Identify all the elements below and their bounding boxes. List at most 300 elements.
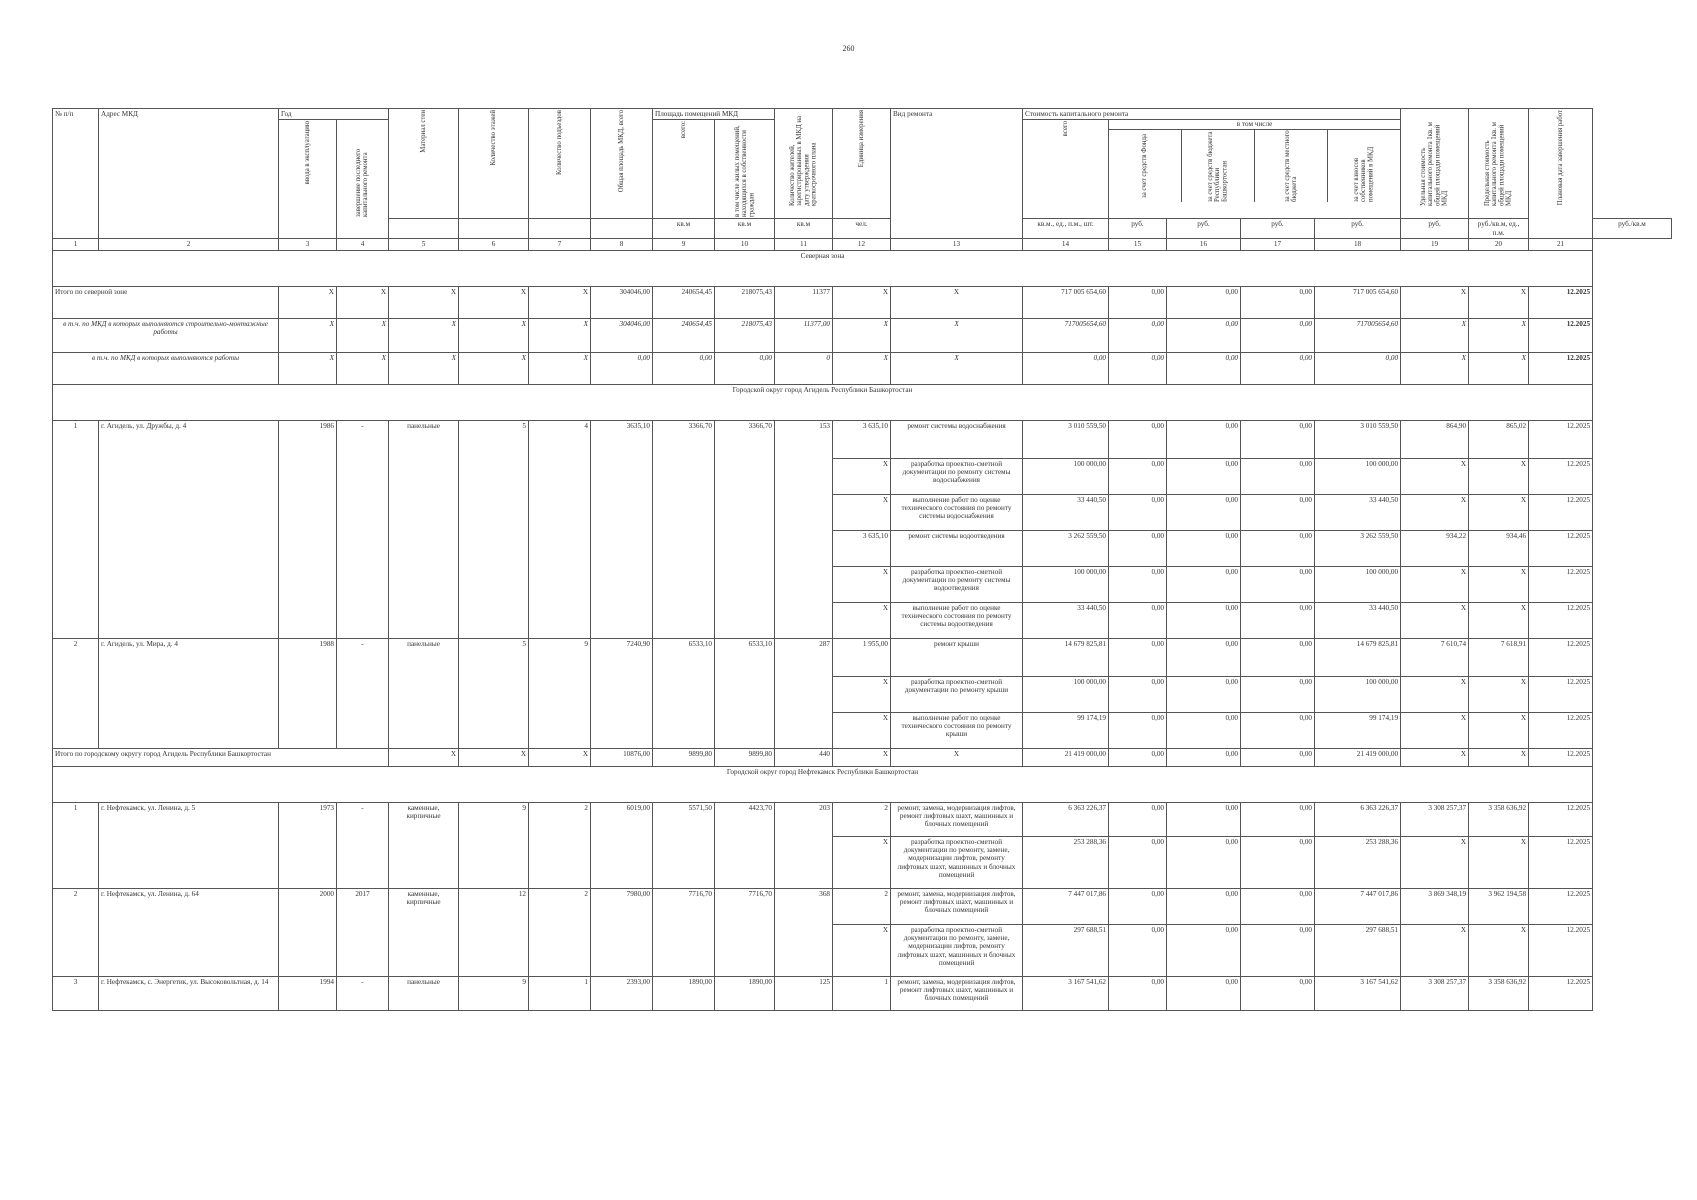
table-cell: 0,00 bbox=[653, 352, 715, 384]
table-cell: 0,00 bbox=[591, 352, 653, 384]
unit-cell: руб. bbox=[1167, 219, 1241, 239]
table-cell: 1973 bbox=[279, 802, 337, 888]
table-cell: 100 000,00 bbox=[1023, 566, 1109, 602]
table-cell: 0,00 bbox=[1167, 420, 1241, 458]
table-cell: 1 955,00 bbox=[833, 638, 891, 676]
col-number: 2 bbox=[99, 238, 279, 250]
table-cell: 0,00 bbox=[1241, 566, 1315, 602]
table-cell: 10876,00 bbox=[591, 748, 653, 766]
table-cell: - bbox=[337, 638, 389, 748]
table-cell: 12.2025 bbox=[1529, 924, 1593, 976]
house-address: г. Нефтекамск, ул. Ленина, д. 5 bbox=[99, 802, 279, 888]
table-cell: 3 262 559,50 bbox=[1315, 530, 1401, 566]
table-cell: 4 bbox=[529, 420, 591, 638]
table-cell: X bbox=[1469, 458, 1529, 494]
table-cell: 6019,00 bbox=[591, 802, 653, 888]
header-label: Количество этажей bbox=[489, 110, 497, 166]
header-label: Количество жителей, зарегистрированных в МКД на дату утверждения краткосрочного плана bbox=[789, 116, 818, 206]
district-title bbox=[53, 384, 1672, 420]
table-cell: 253 288,36 bbox=[1023, 836, 1109, 888]
table-cell: 3 358 636,92 bbox=[1469, 976, 1529, 1010]
header-label: в том числе жилых помещений, находящихся в собственности граждан bbox=[733, 125, 756, 218]
zone-row bbox=[53, 250, 1672, 286]
date-cell: 12.2025 bbox=[1529, 352, 1593, 384]
column-numbers bbox=[53, 238, 1672, 250]
col-header bbox=[653, 120, 715, 219]
col-number: 14 bbox=[1023, 238, 1109, 250]
x-cell: X bbox=[389, 318, 459, 352]
table-cell: 0,00 bbox=[1109, 602, 1167, 638]
table-cell: 2393,00 bbox=[591, 976, 653, 1010]
table-cell: 7 447 017,86 bbox=[1023, 888, 1109, 924]
table-cell: 3 167 541,62 bbox=[1315, 976, 1401, 1010]
x-cell: X bbox=[1469, 352, 1529, 384]
repair-type: ремонт, замена, модернизация лифтов, ремонт лифтовых шахт, машинных и блочных помещений bbox=[891, 888, 1023, 924]
table-cell: 717 005 654,60 bbox=[1315, 286, 1401, 318]
table-cell: 3 308 257,37 bbox=[1401, 976, 1469, 1010]
table-cell: X bbox=[833, 924, 891, 976]
table-cell: 12.2025 bbox=[1529, 420, 1593, 458]
col-header bbox=[459, 109, 529, 219]
table-cell: 33 440,50 bbox=[1315, 494, 1401, 530]
table-cell: 0,00 bbox=[1241, 602, 1315, 638]
header-label: Материал стен bbox=[419, 110, 427, 153]
table-cell: 0,00 bbox=[1167, 566, 1241, 602]
table-cell: 0,00 bbox=[1241, 802, 1315, 836]
table-cell: 218075,43 bbox=[715, 286, 775, 318]
x-cell: X bbox=[279, 318, 337, 352]
col-number: 6 bbox=[459, 238, 529, 250]
table-cell: 0,00 bbox=[1109, 836, 1167, 888]
table-cell: 0,00 bbox=[1109, 976, 1167, 1010]
col-number: 3 bbox=[279, 238, 337, 250]
table-cell: 0,00 bbox=[1241, 836, 1315, 888]
col-number: 1 bbox=[53, 238, 99, 250]
table-cell: панельные bbox=[389, 420, 459, 638]
table-cell: 0,00 bbox=[1167, 318, 1241, 352]
table-cell: X bbox=[1401, 494, 1469, 530]
unit-cell: руб. bbox=[1241, 219, 1315, 239]
table-cell: 1988 bbox=[279, 638, 337, 748]
unit-cell: чел. bbox=[833, 219, 891, 239]
table-cell: панельные bbox=[389, 638, 459, 748]
table-cell: 3366,70 bbox=[653, 420, 715, 638]
table-cell: 0,00 bbox=[1241, 976, 1315, 1010]
table-cell: 717005654,60 bbox=[1315, 318, 1401, 352]
table-cell: 12 bbox=[459, 888, 529, 976]
table-cell: 12.2025 bbox=[1529, 566, 1593, 602]
x-cell: X bbox=[891, 286, 1023, 318]
table-cell: 717 005 654,60 bbox=[1023, 286, 1109, 318]
table-cell: 3366,70 bbox=[715, 420, 775, 638]
x-cell: X bbox=[529, 286, 591, 318]
table-cell: 0,00 bbox=[1167, 924, 1241, 976]
table-cell: 865,02 bbox=[1469, 420, 1529, 458]
table-cell: 99 174,19 bbox=[1023, 712, 1109, 748]
table-cell: 0,00 bbox=[1109, 676, 1167, 712]
repair-type: выполнение работ по оценке технического состояния по ремонту системы водоснабжения bbox=[891, 494, 1023, 530]
col-number: 15 bbox=[1109, 238, 1167, 250]
x-cell: X bbox=[1401, 318, 1469, 352]
table-cell: 0,00 bbox=[1109, 530, 1167, 566]
date-cell: 12.2025 bbox=[1529, 318, 1593, 352]
x-cell: X bbox=[1469, 748, 1529, 766]
table-cell: 0,00 bbox=[1109, 748, 1167, 766]
table-cell: 0,00 bbox=[1109, 458, 1167, 494]
repair-type: разработка проектно-сметной документации по ремонту системы водоотведения bbox=[891, 566, 1023, 602]
col-header: Адрес МКД bbox=[99, 109, 279, 239]
header-label: Плановая дата завершения работ bbox=[1556, 110, 1564, 206]
table-cell: X bbox=[833, 712, 891, 748]
table-cell: 297 688,51 bbox=[1023, 924, 1109, 976]
table-cell: 6533,10 bbox=[715, 638, 775, 748]
col-number: 10 bbox=[715, 238, 775, 250]
table-cell: X bbox=[1469, 602, 1529, 638]
col-header: за счет средств местного бюджета bbox=[1283, 129, 1299, 202]
unit-cell: кв.м bbox=[775, 219, 833, 239]
table-cell: X bbox=[1401, 458, 1469, 494]
x-cell: X bbox=[833, 318, 891, 352]
table-cell: 0,00 bbox=[1241, 286, 1315, 318]
table-cell: 0,00 bbox=[1241, 352, 1315, 384]
table-cell: 0,00 bbox=[1109, 352, 1167, 384]
unit-cell: кв.м bbox=[715, 219, 775, 239]
table-cell: 934,22 bbox=[1401, 530, 1469, 566]
col-number: 5 bbox=[389, 238, 459, 250]
table-cell: 240654,45 bbox=[653, 286, 715, 318]
table-cell: каменные, кирпичные bbox=[389, 802, 459, 888]
col-number: 13 bbox=[891, 238, 1023, 250]
unit-cell bbox=[591, 219, 653, 239]
table-cell: 0,00 bbox=[1109, 566, 1167, 602]
table-cell: 0,00 bbox=[1167, 602, 1241, 638]
col-header bbox=[337, 120, 389, 239]
total-label: в т.ч. по МКД в которых выполняются строительно-монтажные работы bbox=[53, 318, 279, 352]
x-cell: X bbox=[1469, 286, 1529, 318]
table-cell: X bbox=[833, 836, 891, 888]
col-header: Год bbox=[279, 109, 389, 120]
col-header: Стоимость капитального ремонта bbox=[1023, 109, 1401, 120]
table-cell: 12.2025 bbox=[1529, 802, 1593, 836]
table-cell: 2 bbox=[833, 888, 891, 924]
unit-cell: руб. bbox=[1315, 219, 1401, 239]
table-cell: 368 bbox=[775, 888, 833, 976]
unit-cell: кв.м., ед., п.м., шт. bbox=[1023, 219, 1109, 239]
table-cell: 2 bbox=[529, 802, 591, 888]
x-cell: X bbox=[833, 748, 891, 766]
table-cell: 0,00 bbox=[1167, 638, 1241, 676]
x-cell: X bbox=[279, 352, 337, 384]
total-label: Итого по городскому округу город Агидель Республики Башкортостан bbox=[53, 748, 389, 766]
col-number: 17 bbox=[1241, 238, 1315, 250]
col-number: 9 bbox=[653, 238, 715, 250]
table-row bbox=[53, 638, 1672, 676]
col-number: 11 bbox=[775, 238, 833, 250]
table-cell: 100 000,00 bbox=[1315, 566, 1401, 602]
house-number: 1 bbox=[53, 420, 99, 638]
x-cell: X bbox=[529, 318, 591, 352]
table-cell: 12.2025 bbox=[1529, 638, 1593, 676]
table-cell: 7 618,91 bbox=[1469, 638, 1529, 676]
table-cell: 33 440,50 bbox=[1315, 602, 1401, 638]
table-cell: 3 962 194,58 bbox=[1469, 888, 1529, 924]
table-cell: 0,00 bbox=[1109, 420, 1167, 458]
table-cell: 7 447 017,86 bbox=[1315, 888, 1401, 924]
table-cell: 0,00 bbox=[1167, 712, 1241, 748]
table-cell: 218075,43 bbox=[715, 318, 775, 352]
table-cell: 0,00 bbox=[1241, 420, 1315, 458]
table-cell: 1890,00 bbox=[715, 976, 775, 1010]
x-cell: X bbox=[279, 286, 337, 318]
header-label: Общая площадь МКД, всего bbox=[617, 110, 625, 193]
table-cell: X bbox=[1469, 676, 1529, 712]
table-cell: 2 bbox=[833, 802, 891, 836]
table-cell: 3 262 559,50 bbox=[1023, 530, 1109, 566]
x-cell: X bbox=[833, 352, 891, 384]
table-cell: X bbox=[833, 494, 891, 530]
table-cell: 0,00 bbox=[1241, 924, 1315, 976]
table-cell: 12.2025 bbox=[1529, 748, 1593, 766]
table-cell: 9 bbox=[529, 638, 591, 748]
table-cell: 240654,45 bbox=[653, 318, 715, 352]
table-cell: 1986 bbox=[279, 420, 337, 638]
district-total bbox=[53, 748, 1672, 766]
x-cell: X bbox=[459, 318, 529, 352]
col-number: 12 bbox=[833, 238, 891, 250]
table-cell: X bbox=[1401, 836, 1469, 888]
table-cell: 6 363 226,37 bbox=[1315, 802, 1401, 836]
x-cell: X bbox=[529, 748, 591, 766]
table-cell: - bbox=[337, 976, 389, 1010]
incl-label: в том числе bbox=[1109, 120, 1400, 129]
x-cell: X bbox=[459, 748, 529, 766]
table-cell: 253 288,36 bbox=[1315, 836, 1401, 888]
repair-type: разработка проектно-сметной документации по ремонту, замене, модернизации лифтов, ремонту лифтовых шахт, машинных и блочных помещений bbox=[891, 836, 1023, 888]
table-cell: 1890,00 bbox=[653, 976, 715, 1010]
table-cell: 5 bbox=[459, 638, 529, 748]
table-cell: 9 bbox=[459, 802, 529, 888]
col-header bbox=[279, 120, 337, 239]
table-row bbox=[53, 888, 1672, 924]
table-cell: 100 000,00 bbox=[1023, 458, 1109, 494]
unit-cell bbox=[389, 219, 459, 239]
total-north-zone bbox=[53, 286, 1672, 318]
table-cell: 6533,10 bbox=[653, 638, 715, 748]
table-cell: 0,00 bbox=[1167, 888, 1241, 924]
table-cell: 0,00 bbox=[1241, 712, 1315, 748]
col-number: 16 bbox=[1167, 238, 1241, 250]
table-cell: X bbox=[1401, 602, 1469, 638]
table-cell: 3 010 559,50 bbox=[1315, 420, 1401, 458]
table-cell: 297 688,51 bbox=[1315, 924, 1401, 976]
table-cell: 0,00 bbox=[1109, 802, 1167, 836]
zone-title: Северная зона bbox=[53, 250, 1593, 286]
unit-cell bbox=[459, 219, 529, 239]
house-address: г. Агидель, ул. Мира, д. 4 bbox=[99, 638, 279, 748]
table-cell: 0,00 bbox=[1241, 318, 1315, 352]
table-cell: 14 679 825,81 bbox=[1023, 638, 1109, 676]
table-cell: X bbox=[1469, 712, 1529, 748]
table-cell: 0,00 bbox=[1109, 888, 1167, 924]
table-cell: 717005654,60 bbox=[1023, 318, 1109, 352]
table-cell: 0,00 bbox=[1109, 318, 1167, 352]
table-cell: X bbox=[1469, 924, 1529, 976]
table-cell: 0,00 bbox=[1109, 638, 1167, 676]
col-header: Площадь помещений МКД bbox=[653, 109, 775, 120]
header-label: ввода в эксплуатацию bbox=[303, 121, 311, 185]
col-header: № п/п bbox=[53, 109, 99, 239]
table-cell: 7716,70 bbox=[653, 888, 715, 976]
table-row bbox=[53, 976, 1672, 1010]
table-cell: 7240,90 bbox=[591, 638, 653, 748]
table-cell: 2017 bbox=[337, 888, 389, 976]
col-header bbox=[715, 120, 775, 219]
table-cell: X bbox=[1401, 566, 1469, 602]
table-cell: X bbox=[833, 566, 891, 602]
x-cell: X bbox=[389, 748, 459, 766]
table-cell: 12.2025 bbox=[1529, 676, 1593, 712]
col-header: за счет средств бюджета Республики Башкортостан bbox=[1207, 131, 1229, 202]
table-cell: 3 010 559,50 bbox=[1023, 420, 1109, 458]
table-row bbox=[53, 802, 1672, 836]
house-number: 1 bbox=[53, 802, 99, 888]
x-cell: X bbox=[1401, 286, 1469, 318]
district-title bbox=[53, 766, 1672, 802]
table-cell: 0,00 bbox=[1167, 802, 1241, 836]
table-cell: 0,00 bbox=[715, 352, 775, 384]
table-cell: 7 610,74 bbox=[1401, 638, 1469, 676]
table-cell: 5 bbox=[459, 420, 529, 638]
table-cell: - bbox=[337, 420, 389, 638]
table-cell: 0,00 bbox=[1023, 352, 1109, 384]
table-cell: 12.2025 bbox=[1529, 836, 1593, 888]
table-cell: 287 bbox=[775, 638, 833, 748]
col-header-group bbox=[1109, 120, 1401, 219]
col-number: 19 bbox=[1401, 238, 1469, 250]
repair-type: выполнение работ по оценке технического состояния по ремонту системы водоотведения bbox=[891, 602, 1023, 638]
x-cell: X bbox=[337, 318, 389, 352]
table-cell: 11377 bbox=[775, 286, 833, 318]
table-cell: 12.2025 bbox=[1529, 530, 1593, 566]
table-cell: 0,00 bbox=[1241, 638, 1315, 676]
capital-repair-table bbox=[52, 108, 1672, 1011]
col-header bbox=[775, 109, 833, 219]
table-cell: 33 440,50 bbox=[1023, 494, 1109, 530]
date-cell: 12.2025 bbox=[1529, 286, 1593, 318]
table-cell: 0,00 bbox=[1167, 494, 1241, 530]
table-cell: X bbox=[833, 458, 891, 494]
col-header bbox=[833, 109, 891, 219]
table-cell: 33 440,50 bbox=[1023, 602, 1109, 638]
repair-type: разработка проектно-сметной документации по ремонту, замене, модернизации лифтов, ремонту лифтовых шахт, машинных и блочных помещений bbox=[891, 924, 1023, 976]
table-cell: 440 bbox=[775, 748, 833, 766]
unit-cell bbox=[529, 219, 591, 239]
header-label: всего: bbox=[679, 121, 687, 139]
col-number: 7 bbox=[529, 238, 591, 250]
table-cell: 3 869 348,19 bbox=[1401, 888, 1469, 924]
col-header bbox=[1529, 109, 1593, 239]
table-cell: 0,00 bbox=[1167, 352, 1241, 384]
district-title: Городской округ город Нефтекамск Республики Башкортостан bbox=[53, 766, 1593, 802]
table-cell: 0,00 bbox=[1109, 286, 1167, 318]
table-cell: 7980,00 bbox=[591, 888, 653, 976]
table-cell: X bbox=[1401, 924, 1469, 976]
table-cell: 6 363 226,37 bbox=[1023, 802, 1109, 836]
table-cell: 7716,70 bbox=[715, 888, 775, 976]
table-cell: X bbox=[833, 602, 891, 638]
table-cell: 1994 bbox=[279, 976, 337, 1010]
table-cell: 14 679 825,81 bbox=[1315, 638, 1401, 676]
table-cell: 304046,00 bbox=[591, 286, 653, 318]
col-header bbox=[1401, 109, 1469, 219]
x-cell: X bbox=[833, 286, 891, 318]
table-cell: 0,00 bbox=[1167, 530, 1241, 566]
table-cell: X bbox=[1401, 676, 1469, 712]
table-cell: 0,00 bbox=[1167, 458, 1241, 494]
table-cell: - bbox=[337, 802, 389, 888]
table-cell: 3 308 257,37 bbox=[1401, 802, 1469, 836]
table-cell: 2 bbox=[529, 888, 591, 976]
table-cell: 0,00 bbox=[1241, 494, 1315, 530]
col-header: за счет взносов собственников помещений в МКД bbox=[1353, 146, 1375, 202]
table-cell: X bbox=[1469, 836, 1529, 888]
table-cell: 100 000,00 bbox=[1315, 458, 1401, 494]
table-cell: 11377,00 bbox=[775, 318, 833, 352]
table-cell: 12.2025 bbox=[1529, 602, 1593, 638]
table-cell: X bbox=[1469, 494, 1529, 530]
col-number: 18 bbox=[1315, 238, 1401, 250]
header-label: Количество подъездов bbox=[555, 110, 563, 175]
table-cell: 12.2025 bbox=[1529, 494, 1593, 530]
table-cell: 100 000,00 bbox=[1315, 676, 1401, 712]
table-cell: 9 bbox=[459, 976, 529, 1010]
header-label: Предельная стоимость капитального ремонта 1кв. м общей площади помещений МКД bbox=[1484, 122, 1513, 206]
col-header bbox=[591, 109, 653, 219]
unit-cell: руб./кв.м bbox=[1593, 219, 1672, 239]
table-cell: 21 419 000,00 bbox=[1315, 748, 1401, 766]
unit-cell: кв.м bbox=[653, 219, 715, 239]
table-cell: 0,00 bbox=[1241, 748, 1315, 766]
header-label: завершение последнего капитального ремонта bbox=[355, 149, 370, 218]
table-cell: 153 bbox=[775, 420, 833, 638]
table-cell: 0,00 bbox=[1315, 352, 1401, 384]
repair-type: ремонт, замена, модернизация лифтов, ремонт лифтовых шахт, машинных и блочных помещений bbox=[891, 802, 1023, 836]
col-header bbox=[1469, 109, 1529, 219]
table-cell: 0,00 bbox=[1241, 458, 1315, 494]
house-number: 2 bbox=[53, 638, 99, 748]
table-cell: 203 bbox=[775, 802, 833, 888]
unit-cell: руб. bbox=[1109, 219, 1167, 239]
table-cell: 12.2025 bbox=[1529, 888, 1593, 924]
col-number: 8 bbox=[591, 238, 653, 250]
house-address: г. Нефтекамск, с. Энергетик, ул. Высоковольтная, д. 14 bbox=[99, 976, 279, 1010]
table-cell: 9899,80 bbox=[653, 748, 715, 766]
table-cell: 304046,00 bbox=[591, 318, 653, 352]
repair-type: ремонт системы водоснабжения bbox=[891, 420, 1023, 458]
table-cell: 0,00 bbox=[1167, 976, 1241, 1010]
table-cell: 0,00 bbox=[1109, 712, 1167, 748]
col-header: Вид ремонта bbox=[891, 109, 1023, 239]
x-cell: X bbox=[337, 286, 389, 318]
table-cell: 934,46 bbox=[1469, 530, 1529, 566]
table-cell: 3 635,10 bbox=[833, 530, 891, 566]
table-row bbox=[53, 420, 1672, 458]
x-cell: X bbox=[337, 352, 389, 384]
table-cell: 1 bbox=[529, 976, 591, 1010]
total-label: в т.ч. по МКД в которых выполняются работы bbox=[53, 352, 279, 384]
repair-type: ремонт системы водоотведения bbox=[891, 530, 1023, 566]
table-cell: X bbox=[833, 676, 891, 712]
